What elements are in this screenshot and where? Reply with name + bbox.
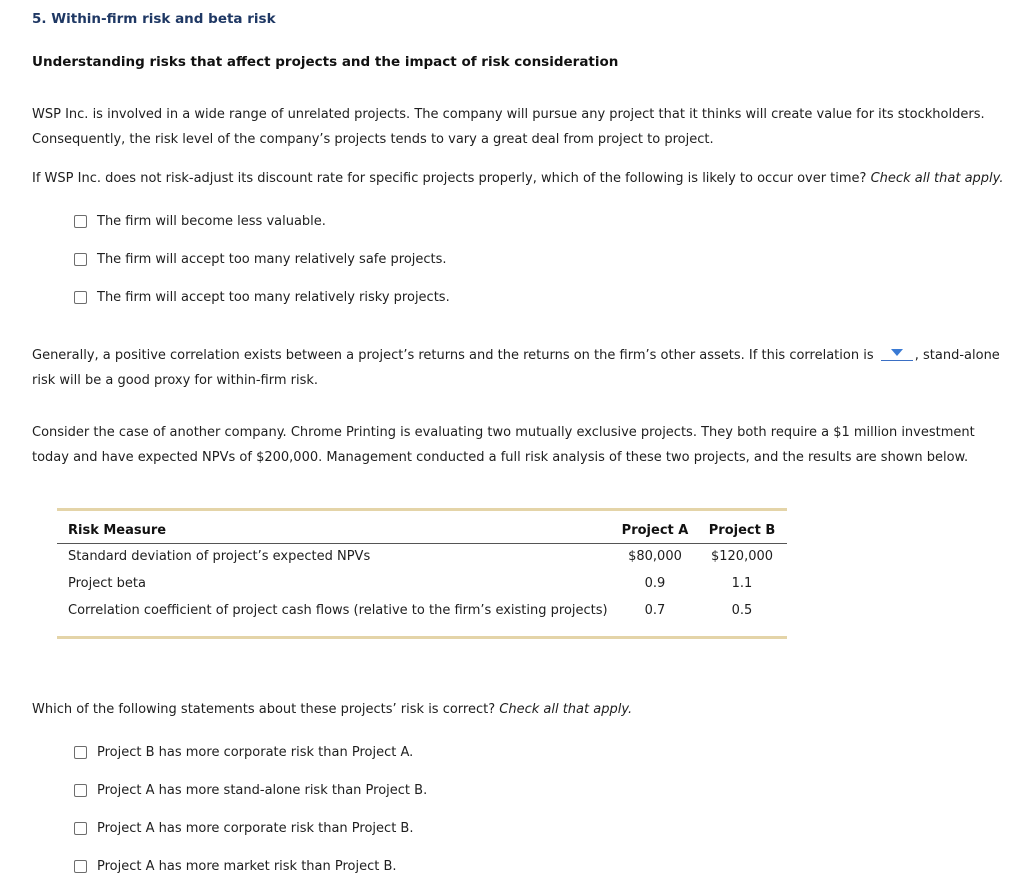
section-subtitle: Understanding risks that affect projects and the impact of risk consideration [32,54,619,70]
cell-project-b: 0.5 [731,603,753,618]
checkbox[interactable] [74,860,87,873]
question-3-prompt [32,697,1007,722]
q3-option-3[interactable] [74,821,413,836]
cell-measure: Project beta [68,576,146,591]
question-2-text-before: Generally, a positive correlation exists between a project’s returns and the returns on the firm’s other assets. If this correlation is [32,348,874,363]
checkbox[interactable] [74,784,87,797]
q1-option-3[interactable] [74,290,450,305]
question-3-text: Which of the following statements about these projects’ risk is correct? [32,702,496,717]
cell-project-a: 0.7 [644,603,666,618]
q3-option-4-label: Project A has more market risk than Project B. [97,859,397,874]
q3-option-2[interactable] [74,783,427,798]
checkbox[interactable] [74,215,87,228]
table-bottom-rule [57,636,787,639]
cell-project-b: 1.1 [731,576,753,591]
q3-option-1[interactable] [74,745,413,760]
checkbox[interactable] [74,291,87,304]
correlation-dropdown[interactable] [881,346,913,361]
question-title: 5. Within-firm risk and beta risk [32,11,276,27]
q1-option-3-label: The firm will accept too many relatively risky projects. [97,290,450,305]
cell-project-a: $80,000 [628,549,682,564]
table-header-row [57,511,787,544]
header-project-b: Project B [697,511,787,544]
q3-option-4[interactable] [74,859,397,874]
case-paragraph: Consider the case of another company. Chrome Printing is evaluating two mutually exclusive projects. They both require a $1 million investment today and have expected NPVs of $200,000. Management conducted a full risk analysis of these two projects, and the results are shown below. [32,425,975,465]
table-row [57,571,787,598]
cell-project-a: 0.9 [644,576,666,591]
chevron-down-icon [891,349,903,356]
risk-table [57,511,787,625]
table-row [57,598,787,625]
checkbox[interactable] [74,253,87,266]
checkbox[interactable] [74,746,87,759]
risk-table-container [57,508,787,639]
question-1-instruction: Check all that apply. [870,171,1004,186]
q1-option-2[interactable] [74,252,447,267]
q1-option-2-label: The firm will accept too many relatively safe projects. [97,252,447,267]
question-2-paragraph [32,343,1007,393]
table-row [57,544,787,572]
question-2-text-after: , stand-alone risk will be a good proxy for within-firm risk. [32,348,1000,388]
cell-measure: Correlation coefficient of project cash flows (relative to the firm’s existing projects) [68,603,608,618]
cell-project-b: $120,000 [710,549,774,564]
header-project-a: Project A [613,511,697,544]
checkbox[interactable] [74,822,87,835]
question-1-prompt [32,166,1007,191]
q3-option-3-label: Project A has more corporate risk than Project B. [97,821,414,836]
intro-paragraph: WSP Inc. is involved in a wide range of unrelated projects. The company will pursue any project that it thinks will create value for its stockholders. Consequently, the risk level of the company’s projects tends to vary a great deal from project to project. [32,107,985,147]
cell-measure: Standard deviation of project’s expected NPVs [68,549,371,564]
q3-option-2-label: Project A has more stand-alone risk than Project B. [97,783,428,798]
question-3-instruction: Check all that apply. [499,702,633,717]
q3-option-1-label: Project B has more corporate risk than Project A. [97,745,414,760]
q1-option-1[interactable] [74,214,326,229]
q1-option-1-label: The firm will become less valuable. [97,214,326,229]
question-1-text: If WSP Inc. does not risk-adjust its discount rate for specific projects properly, which of the following is likely to occur over time? [32,171,867,186]
header-risk-measure: Risk Measure [57,511,613,544]
